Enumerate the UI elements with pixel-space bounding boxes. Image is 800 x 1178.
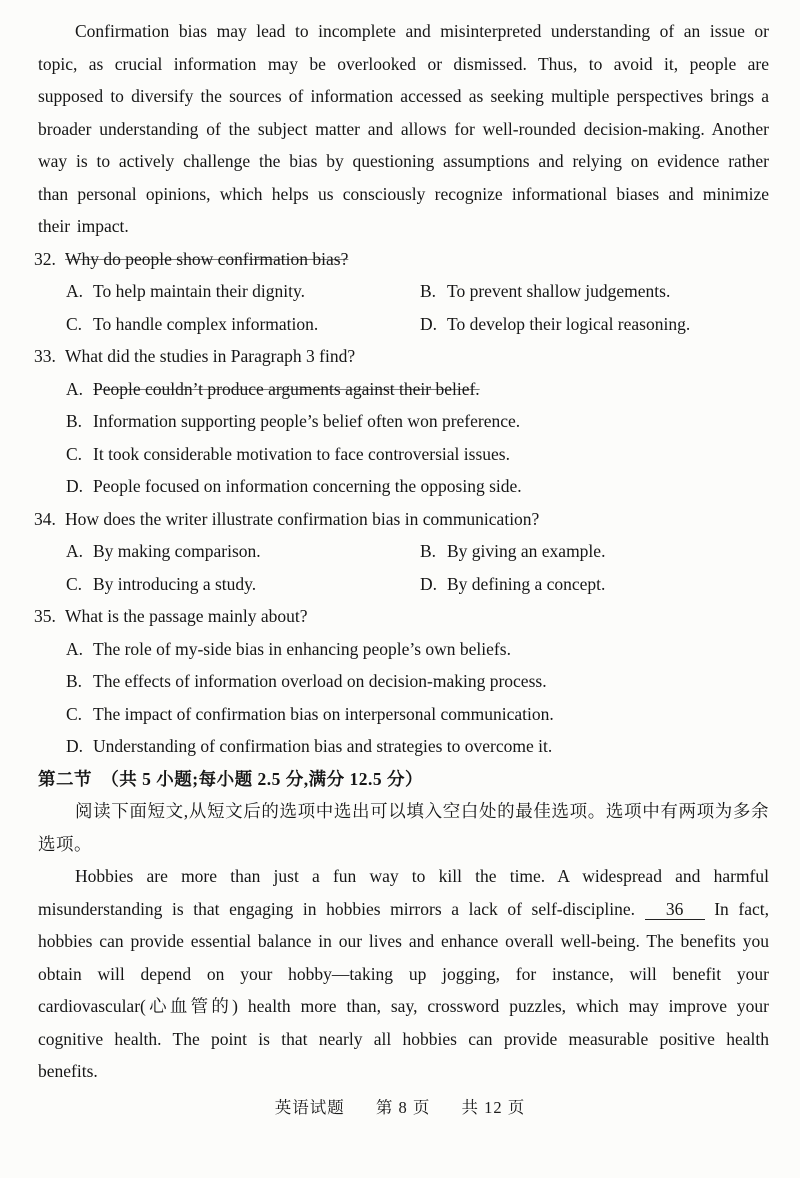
option-text: The effects of information overload on decision-making process. xyxy=(93,671,547,691)
option-35-c xyxy=(66,698,769,731)
option-label: C. xyxy=(66,703,83,724)
option-text: Understanding of confirmation bias and strategies to overcome it. xyxy=(93,736,553,756)
option-text: People couldn’t produce arguments against their belief. xyxy=(93,378,480,399)
option-text: The impact of confirmation bias on interpersonal communication. xyxy=(93,703,554,724)
option-32-a xyxy=(66,275,420,308)
option-label: D. xyxy=(420,313,438,334)
option-label: A. xyxy=(66,541,84,561)
question-32 xyxy=(34,243,769,341)
question-32-text: Why do people show confirmation bias? xyxy=(65,248,349,269)
option-34-a xyxy=(66,535,420,568)
option-label: A. xyxy=(66,638,84,659)
option-35-d xyxy=(66,730,769,763)
option-label: A. xyxy=(66,281,84,301)
option-label: C. xyxy=(66,443,83,464)
question-35-number: 35. xyxy=(34,606,56,626)
question-34 xyxy=(34,503,769,601)
option-33-b xyxy=(66,405,769,438)
question-33 xyxy=(34,340,769,503)
option-label: B. xyxy=(66,671,83,691)
question-35 xyxy=(34,600,769,763)
passage-paragraph: Confirmation bias may lead to incomplete and misinterpreted understanding of an issue or topic, as crucial information may be overlooked or dismissed. Thus, to avoid it, people are supposed to diversify the sources of information accessed as seeking multiple perspectives brings a broader understanding of the subject matter and allows for well-rounded decision-making. Another way is to actively challenge the bias by questioning assumptions and relying on evidence rather than personal opinions, which helps us consciously recognize informational biases and minimize their impact. xyxy=(38,21,769,236)
option-text: By introducing a study. xyxy=(93,573,257,594)
option-text: Information supporting people’s belief often won preference. xyxy=(93,411,521,431)
option-34-d xyxy=(420,568,769,601)
option-label: B. xyxy=(66,411,83,431)
option-32-c xyxy=(66,308,420,341)
option-34-b xyxy=(420,535,769,568)
option-text: The role of my-side bias in enhancing people’s own beliefs. xyxy=(93,638,511,659)
option-32-b xyxy=(420,275,769,308)
footer-page-number: 第 8 页 xyxy=(375,1098,431,1117)
footer-doc-title: 英语试题 xyxy=(274,1098,345,1117)
question-34-text: How does the writer illustrate confirmation bias in communication? xyxy=(65,508,540,529)
option-text: To help maintain their dignity. xyxy=(93,281,305,301)
option-label: C. xyxy=(66,573,83,594)
question-34-number: 34. xyxy=(34,508,56,529)
question-35-text: What is the passage mainly about? xyxy=(65,606,308,626)
option-label: D. xyxy=(66,476,84,496)
cloze-blank-36: 36 xyxy=(645,900,705,920)
option-text: By defining a concept. xyxy=(447,573,606,594)
option-text: People focused on information concerning the opposing side. xyxy=(93,476,522,496)
cloze-text-before: Hobbies are more than just a fun way to kill the time. A widespread and harmful misunderstanding is that engaging in hobbies mirrors a lack of self-discipline. xyxy=(38,866,769,919)
option-34-c xyxy=(66,568,420,601)
option-35-b xyxy=(66,665,769,698)
option-text: To prevent shallow judgements. xyxy=(447,281,671,301)
cloze-paragraph xyxy=(38,860,769,1088)
question-35-options xyxy=(66,633,769,763)
section2-heading: 第二节 （共 5 小题;每小题 2.5 分,满分 12.5 分） xyxy=(38,768,423,789)
question-33-text: What did the studies in Paragraph 3 find? xyxy=(65,346,356,366)
option-label: B. xyxy=(420,281,437,301)
question-34-options xyxy=(66,535,769,600)
option-label: B. xyxy=(420,541,437,561)
option-label: D. xyxy=(66,736,84,756)
question-33-options xyxy=(66,373,769,503)
option-32-d xyxy=(420,308,769,341)
section2-instructions: 阅读下面短文,从短文后的选项中选出可以填入空白处的最佳选项。选项中有两项为多余选项。 xyxy=(38,801,769,854)
option-label: A. xyxy=(66,378,84,399)
option-text: It took considerable motivation to face controversial issues. xyxy=(93,443,510,464)
option-text: To develop their logical reasoning. xyxy=(447,313,691,334)
option-35-a xyxy=(66,633,769,666)
option-33-c xyxy=(66,438,769,471)
option-label: C. xyxy=(66,313,83,334)
option-label: D. xyxy=(420,573,438,594)
question-32-number: 32. xyxy=(34,248,56,269)
option-text: By giving an example. xyxy=(447,541,606,561)
question-33-number: 33. xyxy=(34,346,56,366)
page-footer xyxy=(0,1094,800,1118)
option-33-d xyxy=(66,470,769,503)
option-text: By making comparison. xyxy=(93,541,261,561)
footer-total-pages: 共 12 页 xyxy=(461,1098,526,1117)
cloze-text-after: In fact, hobbies can provide essential balance in our lives and enhance overall well-being. The benefits you obtain will depend on your hobby—taking up jogging, for instance, will benefit your cardiovascular(心血管的) health more than, say, crossword puzzles, which may improve your cognitive health. The point is that nearly all hobbies can provide measurable positive health benefits. xyxy=(38,898,769,1081)
question-32-options xyxy=(66,275,769,340)
option-text: To handle complex information. xyxy=(93,313,319,334)
option-33-a xyxy=(66,373,769,406)
